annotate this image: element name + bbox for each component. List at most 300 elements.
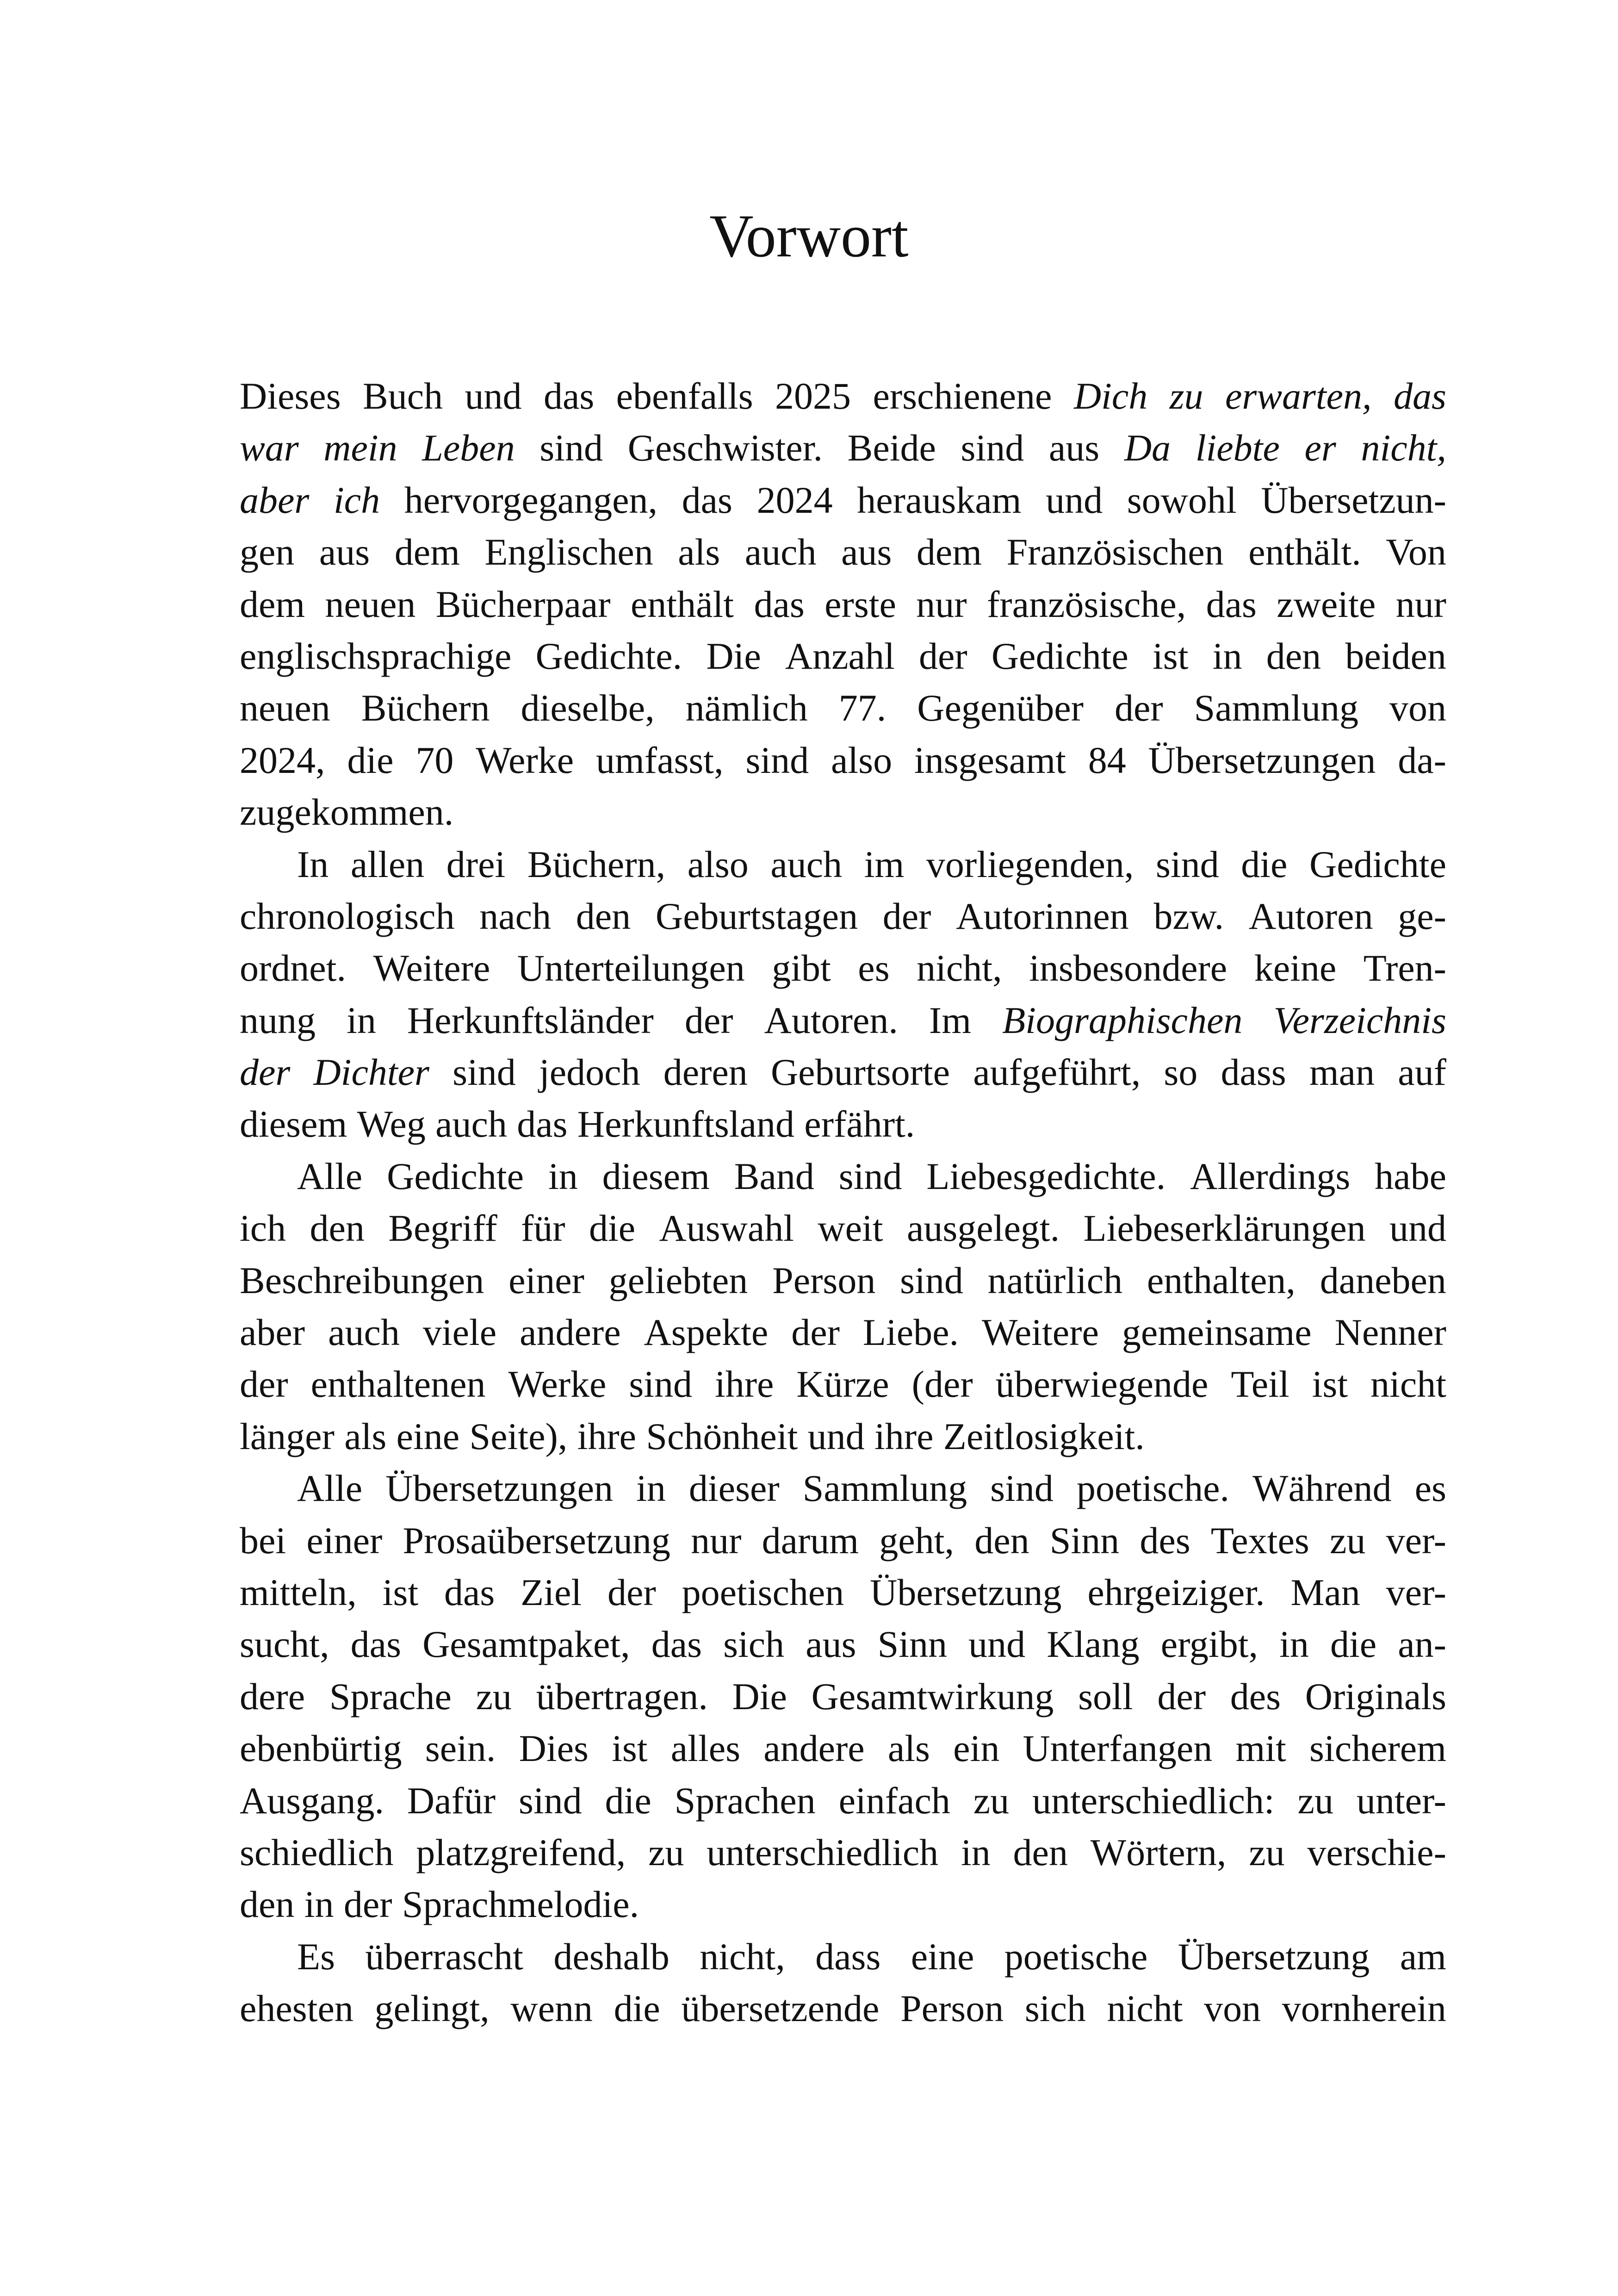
text-line (240, 1879, 1446, 1930)
text-line (240, 1098, 1446, 1150)
word: überrascht (365, 1935, 523, 1978)
word: vornherein (1282, 1987, 1446, 2030)
word: für (521, 1207, 565, 1250)
word: bei (240, 1519, 286, 1562)
word: Sammlung (802, 1467, 967, 1510)
word: Textes (1210, 1519, 1309, 1562)
word: Autoren (1248, 895, 1373, 937)
italic-word: mein (323, 427, 397, 469)
word: andere (520, 1311, 621, 1354)
word: einer (508, 1259, 584, 1301)
word: insbesondere (1029, 947, 1227, 989)
word: dieser (688, 1467, 780, 1510)
word: ver- (1386, 1571, 1446, 1613)
word: die (347, 739, 394, 781)
text-line (240, 630, 1446, 682)
word: der (918, 635, 967, 677)
word: als (678, 531, 720, 573)
word: geht, (879, 1519, 954, 1562)
word: 2025 (775, 375, 851, 417)
word: zu (1329, 1519, 1366, 1562)
word: geliebten (608, 1259, 748, 1301)
word: Beide (847, 427, 936, 469)
word: Allerdings (1190, 1155, 1351, 1197)
word: Band (734, 1155, 814, 1197)
text-line (240, 422, 1446, 474)
word: aus (806, 1623, 856, 1666)
word: sucht, (240, 1623, 329, 1666)
word: sicherem (1309, 1727, 1446, 1770)
word: es (858, 947, 890, 989)
word: enthält (630, 583, 734, 625)
word: Sprachen (674, 1779, 816, 1822)
word: so (1164, 1051, 1198, 1094)
word: platzgreifend, (416, 1831, 626, 1873)
word: in (347, 999, 376, 1041)
word: 2024 (756, 479, 833, 521)
text-line (240, 526, 1446, 578)
word: chronologisch (240, 895, 455, 937)
word: gelingt, (374, 1987, 490, 2030)
word: Buch (363, 375, 443, 417)
word: sind (539, 427, 603, 469)
word: soll (1078, 1675, 1133, 1717)
word: Ausgang. (240, 1779, 384, 1822)
word: englischsprachige (240, 635, 512, 677)
word: Während (1252, 1467, 1392, 1510)
text-line (240, 1931, 1446, 1983)
word: der (343, 1883, 392, 1926)
word: aus (319, 531, 370, 573)
word: Sprachmelodie. (402, 1883, 639, 1926)
word: nur (691, 1519, 742, 1562)
word: sind (990, 1467, 1054, 1510)
word: ergibt, (1160, 1623, 1258, 1666)
word: und (968, 1623, 1026, 1666)
word: auch (770, 843, 843, 885)
word: poetischen (682, 1571, 844, 1613)
text-line (240, 734, 1446, 786)
text-line (240, 579, 1446, 630)
italic-word: er (1304, 427, 1336, 469)
word: übertragen. (536, 1675, 708, 1717)
word: ist (1153, 635, 1189, 677)
word: aufgeführt, (973, 1051, 1141, 1094)
word: gen (240, 531, 295, 573)
word: poetische (1004, 1935, 1148, 1978)
word: das (543, 375, 595, 417)
text-line (240, 1515, 1446, 1567)
word: mitteln, (240, 1571, 357, 1613)
word: sind (900, 1259, 963, 1301)
word: und (1389, 1207, 1446, 1250)
word: Aspekte (644, 1311, 769, 1354)
word: sind (961, 427, 1024, 469)
word: Sammlung (1194, 687, 1358, 729)
word: Unterteilungen (517, 947, 745, 989)
word: der (684, 999, 733, 1041)
word: andere (763, 1727, 865, 1770)
word: zu (1249, 1831, 1285, 1873)
word: ebenfalls (616, 375, 753, 417)
word: Weitere (373, 947, 490, 989)
word: ihre (714, 1363, 774, 1406)
word: Werke (508, 1363, 607, 1406)
word: Herkunftsländer (407, 999, 654, 1041)
text-line (240, 839, 1446, 890)
word: enthalten, (1147, 1259, 1296, 1301)
word: der (240, 1363, 288, 1406)
italic-word: das (1393, 375, 1446, 417)
word: Gesamtpaket, (422, 1623, 630, 1666)
word: hervorgegangen, (404, 479, 657, 521)
word: also (687, 843, 749, 885)
word: der (608, 1571, 656, 1613)
word: und (807, 1415, 865, 1457)
italic-word: Leben (422, 427, 515, 469)
word: der (882, 895, 931, 937)
word: auch (435, 1103, 507, 1145)
word: übersetzende (681, 1987, 880, 2030)
word: deren (663, 1051, 748, 1094)
word: Werke (476, 739, 574, 781)
word: zugekommen. (240, 791, 454, 834)
word: die (1241, 843, 1288, 885)
word: In (297, 843, 329, 885)
word: im (864, 843, 905, 885)
word: das (1206, 583, 1257, 625)
word: sind (838, 1155, 902, 1197)
word: Originals (1305, 1675, 1446, 1717)
word: eine (396, 1415, 460, 1457)
word: unter- (1356, 1779, 1446, 1822)
word: Übersetzungen (385, 1467, 614, 1510)
word: man (1309, 1051, 1375, 1094)
word: Auswahl (659, 1207, 794, 1250)
word: sind (453, 1051, 516, 1094)
word: 84 (1088, 739, 1126, 781)
word: Gedichte (1309, 843, 1446, 885)
word: Büchern (361, 687, 490, 729)
word: ge- (1398, 895, 1446, 937)
word: auf (1398, 1051, 1446, 1094)
text-line (240, 1358, 1446, 1410)
word: der (1157, 1675, 1206, 1717)
word: diesem (240, 1103, 347, 1145)
word: Sinn (877, 1623, 948, 1666)
word: Von (1386, 531, 1446, 573)
text-line (240, 1255, 1446, 1307)
word: Übersetzung (870, 1571, 1062, 1613)
word: umfasst, (596, 739, 724, 781)
text-line (240, 1671, 1446, 1723)
word: weit (818, 1207, 883, 1250)
word: ehrgeiziger. (1087, 1571, 1265, 1613)
text-line (240, 370, 1446, 422)
word: Wörtern, (1090, 1831, 1227, 1873)
word: Unterfangen (1023, 1727, 1213, 1770)
italic-word: ich (333, 479, 380, 521)
word: in (548, 1155, 578, 1197)
word: Übersetzung (1178, 1935, 1370, 1978)
word: der (1114, 687, 1163, 729)
text-line (240, 1046, 1446, 1098)
text-line (240, 942, 1446, 994)
word: Autorinnen (956, 895, 1129, 937)
word: beiden (1345, 635, 1446, 677)
word: nur (1395, 583, 1446, 625)
text-line (240, 1307, 1446, 1358)
word: Gedichte (387, 1155, 524, 1197)
word: Büchern, (527, 843, 666, 885)
word: verschie- (1307, 1831, 1446, 1873)
word: als (887, 1727, 930, 1770)
word: das (651, 1623, 702, 1666)
word: nung (240, 999, 316, 1041)
word: und (1046, 479, 1103, 521)
word: neuen (325, 583, 416, 625)
foreword-body (240, 370, 1446, 2035)
italic-word: war (240, 427, 299, 469)
word: jedoch (539, 1051, 640, 1094)
word: ver- (1386, 1519, 1446, 1562)
word: den (1013, 1831, 1068, 1873)
word: zweite (1277, 583, 1376, 625)
word: Anzahl (785, 635, 895, 677)
word: ich (240, 1207, 286, 1250)
word: sein. (425, 1727, 496, 1770)
word: Liebe. (862, 1311, 959, 1354)
word: ehesten (240, 1987, 353, 2030)
italic-word: Da (1124, 427, 1171, 469)
word: französische, (986, 583, 1186, 625)
word: das (682, 479, 732, 521)
word: Übersetzun- (1261, 479, 1446, 521)
word: Gedichte (991, 635, 1128, 677)
text-line (240, 1202, 1446, 1254)
word: nicht (1370, 1363, 1446, 1406)
word: Geburtsorte (770, 1051, 950, 1094)
word: deshalb (553, 1935, 670, 1978)
word: als (344, 1415, 387, 1457)
word: den (310, 1207, 365, 1250)
word: Die (706, 635, 761, 677)
word: Zeitlosigkeit. (943, 1415, 1145, 1457)
word: neuen (240, 687, 330, 729)
word: und (465, 375, 522, 417)
word: natürlich (987, 1259, 1123, 1301)
text-line (240, 682, 1446, 734)
word: nämlich (685, 687, 808, 729)
word: wenn (510, 1987, 593, 2030)
word: zu (973, 1779, 1010, 1822)
word: dass (1221, 1051, 1286, 1094)
text-line (240, 1618, 1446, 1670)
word: (der (911, 1363, 973, 1406)
italic-word: liebte (1195, 427, 1280, 469)
word: Übersetzungen (1148, 739, 1376, 781)
word: Ziel (521, 1571, 582, 1613)
word: alles (670, 1727, 741, 1770)
word: erste (824, 583, 896, 625)
text-line (240, 1983, 1446, 2035)
word: 2024, (240, 739, 325, 781)
word: die (605, 1779, 651, 1822)
text-line (240, 1723, 1446, 1774)
word: dem (916, 531, 982, 573)
word: Person (900, 1987, 1004, 2030)
italic-word: Dich (1073, 375, 1148, 417)
word: Geschwister. (627, 427, 823, 469)
word: sich (1024, 1987, 1086, 2030)
word: Schönheit (646, 1415, 798, 1457)
word: Autoren. (764, 999, 898, 1041)
word: Liebesgedichte. (926, 1155, 1166, 1197)
word: herauskam (857, 479, 1022, 521)
word: sind (1155, 843, 1219, 885)
word: nicht, (700, 1935, 785, 1978)
word: habe (1375, 1155, 1446, 1197)
word: Teil (1231, 1363, 1289, 1406)
word: erfährt. (804, 1103, 915, 1145)
word: mit (1235, 1727, 1286, 1770)
word: Nenner (1334, 1311, 1446, 1354)
word: Herkunftsland (577, 1103, 794, 1145)
text-line (240, 995, 1446, 1046)
word: den (974, 1519, 1029, 1562)
italic-word: Biographischen (1002, 999, 1243, 1041)
word: sind (629, 1363, 693, 1406)
word: sich (723, 1623, 785, 1666)
word: enthält. (1248, 531, 1361, 573)
word: Dafür (407, 1779, 496, 1822)
word: Kürze (796, 1363, 889, 1406)
word: 77. (838, 687, 886, 729)
word: Klang (1047, 1623, 1140, 1666)
word: Begriff (388, 1207, 497, 1250)
word: ebenbürtig (240, 1727, 402, 1770)
word: Man (1290, 1571, 1360, 1613)
word: Im (929, 999, 971, 1041)
word: des (1230, 1675, 1281, 1717)
word: drei (446, 843, 506, 885)
word: nicht (1107, 1987, 1183, 2030)
word: ist (1312, 1363, 1348, 1406)
word: aus (841, 531, 892, 573)
word: Prosaübersetzung (403, 1519, 670, 1562)
word: ihre (577, 1415, 637, 1457)
word: in (636, 1467, 666, 1510)
word: dass (815, 1935, 881, 1978)
word: Person (772, 1259, 876, 1301)
word: den (576, 895, 631, 937)
word: des (1140, 1519, 1190, 1562)
word: die (614, 1987, 660, 2030)
word: keine (1254, 947, 1337, 989)
word: Englischen (484, 531, 653, 573)
word: Tren- (1363, 947, 1446, 989)
word: Die (732, 1675, 787, 1717)
italic-word: aber (240, 479, 310, 521)
text-line (240, 474, 1446, 526)
word: Beschreibungen (240, 1259, 484, 1301)
word: das (754, 583, 805, 625)
word: den (1266, 635, 1321, 677)
word: poetische. (1076, 1467, 1230, 1510)
word: gibt (772, 947, 831, 989)
word: dere (240, 1675, 305, 1717)
word: enthaltenen (310, 1363, 486, 1406)
word: ordnet. (240, 947, 346, 989)
word: dem (240, 583, 305, 625)
word: unterschiedlich: (1032, 1779, 1275, 1822)
word: das (444, 1571, 495, 1613)
word: einer (306, 1519, 383, 1562)
text-line (240, 1151, 1446, 1202)
word: ein (953, 1727, 1000, 1770)
text-line (240, 1411, 1446, 1462)
word: ausgelegt. (906, 1207, 1060, 1250)
page-title: Vorwort (709, 202, 909, 270)
word: viele (422, 1311, 497, 1354)
word: bzw. (1153, 895, 1224, 937)
word: Alle (297, 1467, 363, 1510)
word: Sprache (329, 1675, 452, 1717)
word: Gedichte. (535, 635, 682, 677)
text-line (240, 1775, 1446, 1827)
word: schiedlich (240, 1831, 394, 1873)
word: Dieses (240, 375, 341, 417)
italic-word: Dichter (313, 1051, 429, 1094)
word: nur (916, 583, 967, 625)
word: der (791, 1311, 840, 1354)
word: Weg (357, 1103, 426, 1145)
word: auch (744, 531, 817, 573)
word: sind (745, 739, 809, 781)
word: sowohl (1127, 479, 1237, 521)
word: nicht, (917, 947, 1002, 989)
italic-word: nicht, (1361, 427, 1446, 469)
word: eine (911, 1935, 974, 1978)
word: erschienene (873, 375, 1052, 417)
word: insgesamt (914, 739, 1066, 781)
word: Gegenüber (917, 687, 1084, 729)
italic-word: erwarten, (1225, 375, 1372, 417)
word: aber (240, 1311, 305, 1354)
word: 70 (415, 739, 454, 781)
word: Bücherpaar (435, 583, 611, 625)
word: diesem (602, 1155, 710, 1197)
word: überwiegende (995, 1363, 1209, 1406)
word: zu (1297, 1779, 1333, 1822)
word: in (1279, 1623, 1309, 1666)
word: zu (476, 1675, 512, 1717)
word: Seite), (469, 1415, 568, 1457)
word: Dies (519, 1727, 589, 1770)
word: in (1212, 635, 1242, 677)
word: ist (612, 1727, 648, 1770)
text-line (240, 1567, 1446, 1618)
word: Es (297, 1935, 335, 1978)
word: sind (518, 1779, 582, 1822)
word: dem (394, 531, 460, 573)
word: auch (328, 1311, 400, 1354)
word: länger (240, 1415, 335, 1457)
word: Französischen (1006, 531, 1224, 573)
word: Weitere (982, 1311, 1099, 1354)
word: aus (1048, 427, 1100, 469)
word: ihre (874, 1415, 934, 1457)
